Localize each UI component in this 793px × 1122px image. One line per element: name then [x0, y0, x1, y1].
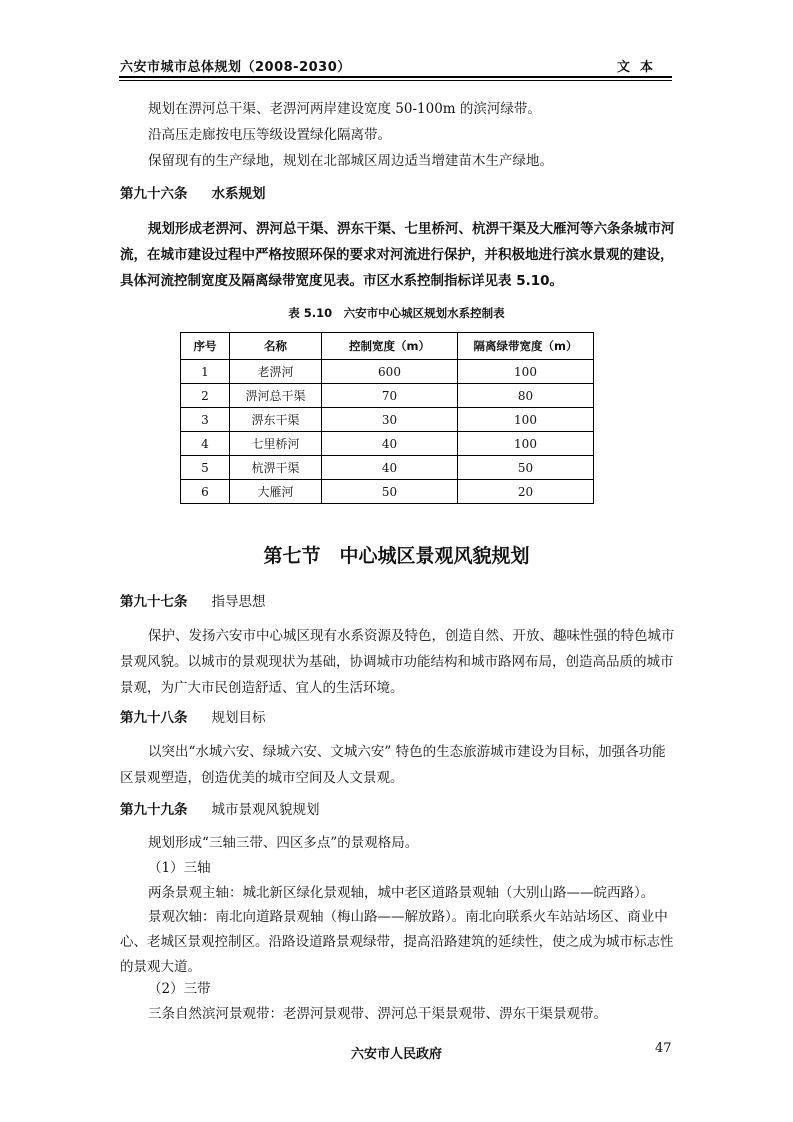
- cell-control-width: 50: [322, 480, 458, 504]
- col-header-name: 名称: [230, 333, 322, 360]
- article-97-title: 指导思想: [211, 594, 266, 610]
- article-97-heading: [120, 591, 266, 613]
- table-row: [181, 384, 594, 408]
- cell-buffer-width: 50: [458, 456, 594, 480]
- table-row: [181, 432, 594, 456]
- cell-index: 1: [181, 360, 230, 384]
- col-header-index: 序号: [181, 333, 230, 360]
- table-header-row: [181, 333, 594, 360]
- cell-control-width: 600: [322, 360, 458, 384]
- cell-name: 七里桥河: [230, 432, 322, 456]
- cell-index: 3: [181, 408, 230, 432]
- cell-buffer-width: 20: [458, 480, 594, 504]
- footer-organization: 六安市人民政府: [350, 1047, 442, 1062]
- header-rule-thick: [119, 76, 672, 78]
- intro-line-1: 规划在淠河总干渠、老淠河两岸建设宽度 50-100m 的滨河绿带。: [148, 101, 541, 117]
- cell-buffer-width: 100: [458, 408, 594, 432]
- article-98-body: 以突出“水城六安、绿城六安、文城六安” 特色的生态旅游城市建设为目标，加强各功能区景观塑造，创造优美的城市空间及人文景观。: [120, 744, 666, 786]
- article-96-number: 第九十六条: [120, 186, 188, 202]
- cell-name: 杭淠干渠: [230, 456, 322, 480]
- cell-index: 2: [181, 384, 230, 408]
- table-row: [181, 480, 594, 504]
- intro-line-3: 保留现有的生产绿地，规划在北部城区周边适当增建苗木生产绿地。: [148, 153, 553, 169]
- article-98-heading: [120, 707, 266, 729]
- cell-control-width: 30: [322, 408, 458, 432]
- cell-index: 6: [181, 480, 230, 504]
- water-control-table: [180, 332, 594, 504]
- article-99-line-2: （1）三轴: [148, 860, 211, 876]
- section-title: 第七节 中心城区景观风貌规划: [263, 545, 530, 567]
- article-99-line-1: 规划形成“三轴三带、四区多点”的景观格局。: [148, 835, 419, 851]
- cell-buffer-width: 100: [458, 432, 594, 456]
- intro-line-2: 沿高压走廊按电压等级设置绿化隔离带。: [148, 127, 391, 143]
- article-96-title: 水系规划: [211, 186, 266, 202]
- col-header-buffer-width: 隔离绿带宽度（m）: [458, 333, 594, 360]
- cell-name: 大雁河: [230, 480, 322, 504]
- cell-buffer-width: 100: [458, 360, 594, 384]
- document-type: 文本: [617, 60, 664, 75]
- article-99-line-5: （2）三带: [148, 981, 211, 997]
- cell-index: 4: [181, 432, 230, 456]
- cell-index: 5: [181, 456, 230, 480]
- article-99-title: 城市景观风貌规划: [211, 802, 320, 818]
- cell-name: 老淠河: [230, 360, 322, 384]
- cell-control-width: 70: [322, 384, 458, 408]
- cell-control-width: 40: [322, 456, 458, 480]
- document-title: 六安市城市总体规划（2008-2030）: [120, 60, 351, 75]
- article-97-number: 第九十七条: [120, 594, 188, 610]
- table-row: [181, 360, 594, 384]
- article-99-line-4: 景观次轴：南北向道路景观轴（梅山路——解放路）。南北向联系火车站站场区、商业中心、老城区景观控制区。沿路设道路景观绿带，提高沿路建筑的延续性，使之成为城市标志性的景观大道。: [120, 909, 674, 975]
- cell-name: 淠东干渠: [230, 408, 322, 432]
- table-caption: 表 5.10 六安市中心城区规划水系控制表: [288, 306, 505, 320]
- cell-control-width: 40: [322, 432, 458, 456]
- article-96-heading: [120, 183, 266, 205]
- article-98-title: 规划目标: [211, 710, 266, 726]
- article-97-body: 保护、发扬六安市中心城区现有水系资源及特色，创造自然、开放、趣味性强的特色城市景观风貌。以城市的景观现状为基础，协调城市功能结构和城市路网布局，创造高品质的城市景观，为广大市民创造舒适、宜人的生活环境。: [120, 628, 675, 696]
- page-number: 47: [655, 1041, 672, 1056]
- article-98-number: 第九十八条: [120, 710, 188, 726]
- cell-buffer-width: 80: [458, 384, 594, 408]
- col-header-control-width: 控制宽度（m）: [322, 333, 458, 360]
- cell-name: 淠河总干渠: [230, 384, 322, 408]
- article-99-line-6: 三条自然滨河景观带：老淠河景观带、淠河总干渠景观带、淠东干渠景观带。: [148, 1006, 607, 1022]
- article-99-number: 第九十九条: [120, 802, 188, 818]
- article-99-line-3: 两条景观主轴：城北新区绿化景观轴，城中老区道路景观轴（大别山路——皖西路）。: [148, 885, 655, 901]
- article-99-heading: [120, 799, 320, 821]
- table-row: [181, 456, 594, 480]
- table-row: [181, 408, 594, 432]
- header-rule-thin: [119, 80, 672, 81]
- article-96-body: 规划形成老淠河、淠河总干渠、淠东干渠、七里桥河、杭淠干渠及大雁河等六条条城市河流，在城市建设过程中严格按照环保的要求对河流进行保护，并积极地进行滨水景观的建设，具体河流控制宽度及隔离绿带宽度见表。市区水系控制指标详见表 5.10。: [120, 221, 675, 289]
